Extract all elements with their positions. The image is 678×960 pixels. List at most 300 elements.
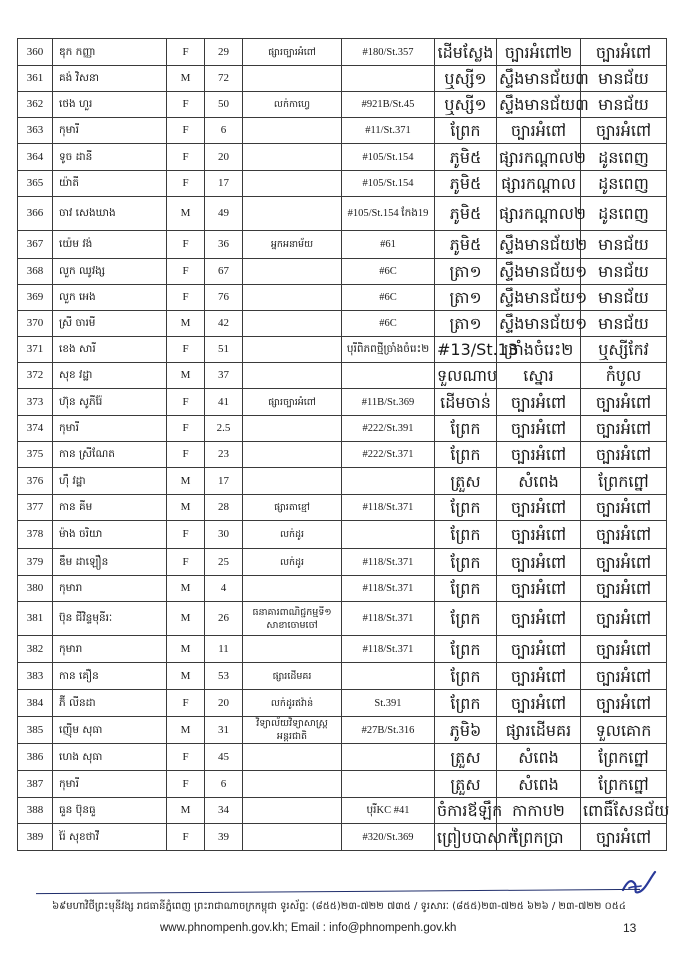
cell-sex: F <box>167 744 205 771</box>
table-row <box>18 171 667 197</box>
cell-commune: ផ្សារដើមគរ <box>497 717 581 744</box>
cell-village: ព្រែក <box>435 549 497 576</box>
cell-name: ចាវ សេងឃាង <box>53 197 167 231</box>
cell-no: 375 <box>18 442 53 468</box>
table-row <box>18 118 667 144</box>
cell-job <box>243 66 342 92</box>
cell-district: ច្បារអំពៅ <box>581 602 667 636</box>
table-row <box>18 311 667 337</box>
cell-age: 17 <box>205 468 243 495</box>
table-row <box>18 442 667 468</box>
cell-sex: F <box>167 285 205 311</box>
cell-village: ព្រែក <box>435 442 497 468</box>
cell-age: 4 <box>205 576 243 602</box>
cell-house: #105/St.154 កែង19 <box>342 197 435 231</box>
cell-no: 368 <box>18 259 53 285</box>
cell-house: #61 <box>342 231 435 259</box>
table-row <box>18 285 667 311</box>
table-row <box>18 66 667 92</box>
cell-no: 380 <box>18 576 53 602</box>
cell-house <box>342 744 435 771</box>
cell-village: ព្រែក <box>435 416 497 442</box>
cell-age: 2.5 <box>205 416 243 442</box>
cell-commune: ច្បារអំពៅ <box>497 663 581 690</box>
cell-district: មានជ័យ <box>581 231 667 259</box>
cell-sex: F <box>167 549 205 576</box>
cell-village: ព្រែក <box>435 576 497 602</box>
cell-name: កាន គឿន <box>53 663 167 690</box>
cell-name: ញ៉ើម សុធា <box>53 717 167 744</box>
cell-no: 367 <box>18 231 53 259</box>
cell-district: ដូនពេញ <box>581 171 667 197</box>
cell-district: ច្បារអំពៅ <box>581 389 667 416</box>
cell-name: ថេង ហួរ <box>53 92 167 118</box>
cell-job <box>243 744 342 771</box>
cell-job <box>243 337 342 363</box>
footer-address: ៦៩មហាវិថីព្រះមុនីវង្ស រាជធានីភ្នំពេញ ព្រះរាជាណាចក្រកម្ពុជា ទូរស័ព្ទៈ (៨៥៥)២៣-៧២២ ៧៣៥ / ទូរសារៈ (៨៥៥)២៣-៧២៥ ៦២៦ / ២៣-៧២២ ០៥៤ <box>52 901 626 912</box>
cell-name: ស្រី ចារមី <box>53 311 167 337</box>
cell-district: ច្បារអំពៅ <box>581 442 667 468</box>
cell-sex: M <box>167 197 205 231</box>
cell-district: ច្បារអំពៅ <box>581 690 667 717</box>
table-row <box>18 602 667 636</box>
cell-house: #6C <box>342 285 435 311</box>
table-row <box>18 416 667 442</box>
cell-no: 373 <box>18 389 53 416</box>
cell-job: ធនាគារពាណិជ្ជកម្មទី១ សាខាចោមចៅ <box>243 602 342 636</box>
cell-commune: ច្បារអំពៅ <box>497 576 581 602</box>
cell-village: ឬស្សី១ <box>435 92 497 118</box>
footer-rule <box>36 889 640 894</box>
cell-age: 45 <box>205 744 243 771</box>
cell-age: 50 <box>205 92 243 118</box>
cell-district: មានជ័យ <box>581 311 667 337</box>
table-row <box>18 771 667 798</box>
cell-village: ត្រា១ <box>435 259 497 285</box>
cell-no: 366 <box>18 197 53 231</box>
cell-name: យ៉េម វង់ <box>53 231 167 259</box>
cell-house: #222/St.371 <box>342 442 435 468</box>
cell-district: ដូនពេញ <box>581 197 667 231</box>
cell-commune: ស្ទឹងមានជ័យ១ <box>497 259 581 285</box>
cell-name: កុមារី <box>53 118 167 144</box>
cell-district: ច្បារអំពៅ <box>581 636 667 663</box>
cell-sex: F <box>167 171 205 197</box>
cell-village: ព្រែក <box>435 690 497 717</box>
cell-job: លក់ដូរឥវ៉ាន់ <box>243 690 342 717</box>
cell-job <box>243 824 342 851</box>
cell-commune: ច្បារអំពៅ <box>497 690 581 717</box>
cell-sex: M <box>167 363 205 389</box>
cell-house: #118/St.371 <box>342 576 435 602</box>
cell-age: 49 <box>205 197 243 231</box>
cell-name: ឌុក កញ្ញា <box>53 39 167 66</box>
cell-sex: F <box>167 442 205 468</box>
cell-sex: M <box>167 576 205 602</box>
cell-sex: M <box>167 602 205 636</box>
cell-village: ចំការឪឡឹក <box>435 798 497 824</box>
cell-commune: ច្បារអំពៅ <box>497 602 581 636</box>
cell-village: #13/St.13 <box>435 337 497 363</box>
cell-commune: ច្បារអំពៅ <box>497 636 581 663</box>
cell-age: 30 <box>205 521 243 549</box>
cell-house: #105/St.154 <box>342 171 435 197</box>
cell-commune: ស្នោរ <box>497 363 581 389</box>
cell-village: ត្រា១ <box>435 285 497 311</box>
cell-no: 363 <box>18 118 53 144</box>
cell-district: ច្បារអំពៅ <box>581 495 667 521</box>
table-row <box>18 690 667 717</box>
cell-district: ច្បារអំពៅ <box>581 521 667 549</box>
cell-house: St.391 <box>342 690 435 717</box>
cell-commune: ស្ទឹងមានជ័យ៣ <box>497 92 581 118</box>
cell-sex: M <box>167 798 205 824</box>
cell-district: ព្រែកព្នៅ <box>581 468 667 495</box>
cell-district: ច្បារអំពៅ <box>581 118 667 144</box>
table-row <box>18 495 667 521</box>
cell-commune: ផ្សារកណ្ដាល២ <box>497 197 581 231</box>
cell-house: #180/St.357 <box>342 39 435 66</box>
cell-job <box>243 285 342 311</box>
cell-house: #921B/St.45 <box>342 92 435 118</box>
cell-job <box>243 576 342 602</box>
cell-district: ឬស្សីកែវ <box>581 337 667 363</box>
cell-no: 382 <box>18 636 53 663</box>
cell-no: 385 <box>18 717 53 744</box>
cell-age: 28 <box>205 495 243 521</box>
cell-commune: ស្ទឹងមានជ័យ២ <box>497 231 581 259</box>
cell-age: 29 <box>205 39 243 66</box>
cell-house: #118/St.371 <box>342 549 435 576</box>
cell-house: បុរីKC #41 <box>342 798 435 824</box>
cell-house: #118/St.371 <box>342 636 435 663</box>
cell-age: 31 <box>205 717 243 744</box>
cell-sex: M <box>167 311 205 337</box>
cell-job: ផ្សារច្បារអំពៅ <box>243 389 342 416</box>
cell-village: ទួលណាប <box>435 363 497 389</box>
cell-commune: ច្បារអំពៅ <box>497 416 581 442</box>
cell-district: ច្បារអំពៅ <box>581 39 667 66</box>
cell-age: 42 <box>205 311 243 337</box>
cell-no: 365 <box>18 171 53 197</box>
cell-village: ភូមិ៦ <box>435 717 497 744</box>
cell-house: #222/St.391 <box>342 416 435 442</box>
cell-no: 370 <box>18 311 53 337</box>
cell-no: 369 <box>18 285 53 311</box>
cell-job <box>243 363 342 389</box>
cell-name: ហ៊ុន សូភីរ៉ែ <box>53 389 167 416</box>
cell-house: #11B/St.369 <box>342 389 435 416</box>
cell-district: ច្បារអំពៅ <box>581 824 667 851</box>
cell-no: 371 <box>18 337 53 363</box>
cell-commune: ស្ទឹងមានជ័យ១ <box>497 311 581 337</box>
cell-commune: សំពេង <box>497 771 581 798</box>
cell-name: រ៉ៃ សុខថាវី <box>53 824 167 851</box>
cell-name: កុមារា <box>53 636 167 663</box>
table-row <box>18 259 667 285</box>
cell-commune: ច្បារអំពៅ <box>497 118 581 144</box>
cell-commune: ស្ទឹងមានជ័យ១ <box>497 285 581 311</box>
cell-sex: F <box>167 231 205 259</box>
cell-village: ឬស្សី១ <box>435 66 497 92</box>
cell-village: ភូមិ៥ <box>435 197 497 231</box>
cell-no: 362 <box>18 92 53 118</box>
cell-commune: ព្រែកប្រា <box>497 824 581 851</box>
cell-house: #6C <box>342 259 435 285</box>
cell-commune: ច្បារអំពៅ២ <box>497 39 581 66</box>
table-row <box>18 798 667 824</box>
cell-name: ឌឹម ដាឡឿន <box>53 549 167 576</box>
cell-sex: F <box>167 337 205 363</box>
cell-no: 378 <box>18 521 53 549</box>
cell-sex: F <box>167 690 205 717</box>
table-row <box>18 521 667 549</box>
cell-age: 34 <box>205 798 243 824</box>
cell-no: 379 <box>18 549 53 576</box>
cell-district: ព្រែកព្នៅ <box>581 771 667 798</box>
cell-commune: កាកាប២ <box>497 798 581 824</box>
table-row <box>18 144 667 171</box>
signature-mark <box>615 868 663 900</box>
cell-age: 26 <box>205 602 243 636</box>
cell-name: ទូច ដានី <box>53 144 167 171</box>
cell-name: ប៊ុន ជីវិន្ទមុនីរៈ <box>53 602 167 636</box>
cell-no: 372 <box>18 363 53 389</box>
cell-village: ត្រួស <box>435 468 497 495</box>
cell-village: ដើមស្លែង <box>435 39 497 66</box>
cell-house <box>342 363 435 389</box>
table-row <box>18 549 667 576</box>
cell-age: 76 <box>205 285 243 311</box>
cell-name: សុខ វដ្ឋា <box>53 363 167 389</box>
cell-commune: ផ្សារកណ្ដាល២ <box>497 144 581 171</box>
cell-job <box>243 468 342 495</box>
cell-age: 53 <box>205 663 243 690</box>
cell-village: ព្រែក <box>435 521 497 549</box>
footer-contact: www.phnompenh.gov.kh; Email : info@phnompenh.gov.kh <box>160 922 457 934</box>
table-row <box>18 389 667 416</box>
cell-job <box>243 442 342 468</box>
cell-age: 67 <box>205 259 243 285</box>
table-row <box>18 337 667 363</box>
cell-village: ព្រែក <box>435 495 497 521</box>
cell-job <box>243 416 342 442</box>
table-row <box>18 39 667 66</box>
cell-no: 361 <box>18 66 53 92</box>
cell-district: ច្បារអំពៅ <box>581 549 667 576</box>
cell-job <box>243 171 342 197</box>
table-row <box>18 744 667 771</box>
cell-job: ផ្សារច្បារអំពៅ <box>243 39 342 66</box>
cell-district: មានជ័យ <box>581 92 667 118</box>
cell-house: #118/St.371 <box>342 602 435 636</box>
table-row <box>18 197 667 231</box>
cell-name: ហេង សុធា <box>53 744 167 771</box>
cell-sex: F <box>167 144 205 171</box>
cell-age: 51 <box>205 337 243 363</box>
cell-age: 6 <box>205 771 243 798</box>
cell-house: #11/St.371 <box>342 118 435 144</box>
cell-commune: ច្រាំងចំរេះ២ <box>497 337 581 363</box>
cell-district: ពោធិ៍សែនជ័យ <box>581 798 667 824</box>
cell-commune: ច្បារអំពៅ <box>497 389 581 416</box>
cell-sex: F <box>167 521 205 549</box>
cell-village: ព្រែក <box>435 663 497 690</box>
cell-job: អ្នកអនាម័យ <box>243 231 342 259</box>
cell-job <box>243 259 342 285</box>
cell-house: #6C <box>342 311 435 337</box>
cell-job <box>243 771 342 798</box>
cell-job <box>243 798 342 824</box>
cell-sex: M <box>167 717 205 744</box>
table-row <box>18 231 667 259</box>
cell-district: កំបូល <box>581 363 667 389</box>
cell-name: ម៉ាង ចរិយា <box>53 521 167 549</box>
cell-district: មានជ័យ <box>581 259 667 285</box>
table-row <box>18 363 667 389</box>
cell-age: 36 <box>205 231 243 259</box>
cell-no: 377 <box>18 495 53 521</box>
cell-no: 389 <box>18 824 53 851</box>
cell-house <box>342 468 435 495</box>
table-row <box>18 576 667 602</box>
cell-commune: សំពេង <box>497 744 581 771</box>
cell-no: 388 <box>18 798 53 824</box>
cell-age: 20 <box>205 144 243 171</box>
cell-village: ត្រួស <box>435 771 497 798</box>
cell-commune: ច្បារអំពៅ <box>497 495 581 521</box>
patient-register-table <box>17 38 670 851</box>
cell-district: ព្រែកព្នៅ <box>581 744 667 771</box>
cell-job: លក់កាហ្វេ <box>243 92 342 118</box>
cell-name: កុមារា <box>53 576 167 602</box>
table-row <box>18 92 667 118</box>
cell-no: 364 <box>18 144 53 171</box>
cell-sex: M <box>167 66 205 92</box>
cell-name: ហ៊ឹ វដ្ឋា <box>53 468 167 495</box>
cell-no: 381 <box>18 602 53 636</box>
cell-sex: F <box>167 259 205 285</box>
cell-house: #118/St.371 <box>342 495 435 521</box>
cell-village: ភូមិ៥ <box>435 144 497 171</box>
cell-district: មានជ័យ <box>581 66 667 92</box>
cell-name: លួក អេង <box>53 285 167 311</box>
cell-age: 25 <box>205 549 243 576</box>
cell-village: ត្រួស <box>435 744 497 771</box>
cell-district: ច្បារអំពៅ <box>581 416 667 442</box>
cell-name: ភ៊ី លីនដា <box>53 690 167 717</box>
cell-age: 72 <box>205 66 243 92</box>
cell-sex: F <box>167 824 205 851</box>
cell-village: ត្រា១ <box>435 311 497 337</box>
cell-commune: ច្បារអំពៅ <box>497 521 581 549</box>
table-row <box>18 468 667 495</box>
cell-district: ច្បារអំពៅ <box>581 576 667 602</box>
cell-sex: M <box>167 495 205 521</box>
cell-age: 37 <box>205 363 243 389</box>
cell-village: ព្រែក <box>435 602 497 636</box>
cell-job <box>243 144 342 171</box>
cell-name: គង់ វិសនា <box>53 66 167 92</box>
cell-job: ផ្សារតាខ្មៅ <box>243 495 342 521</box>
cell-commune: ច្បារអំពៅ <box>497 442 581 468</box>
cell-district: ច្បារអំពៅ <box>581 663 667 690</box>
cell-sex: M <box>167 663 205 690</box>
cell-age: 20 <box>205 690 243 717</box>
table-row <box>18 824 667 851</box>
cell-job <box>243 311 342 337</box>
cell-job <box>243 197 342 231</box>
cell-sex: M <box>167 636 205 663</box>
cell-age: 41 <box>205 389 243 416</box>
table-row <box>18 717 667 744</box>
cell-district: មានជ័យ <box>581 285 667 311</box>
cell-sex: F <box>167 389 205 416</box>
cell-commune: ផ្សារកណ្ដាល <box>497 171 581 197</box>
cell-name: យ៉ាតី <box>53 171 167 197</box>
cell-district: ទួលគោក <box>581 717 667 744</box>
cell-house <box>342 521 435 549</box>
cell-sex: F <box>167 39 205 66</box>
cell-sex: F <box>167 92 205 118</box>
cell-age: 23 <box>205 442 243 468</box>
cell-commune: ច្បារអំពៅ <box>497 549 581 576</box>
cell-age: 11 <box>205 636 243 663</box>
cell-name: លួក ឈូវង្ស <box>53 259 167 285</box>
page-number: 13 <box>623 921 637 935</box>
cell-no: 374 <box>18 416 53 442</box>
cell-village: ដើមចាន់ <box>435 389 497 416</box>
cell-sex: F <box>167 118 205 144</box>
cell-sex: F <box>167 771 205 798</box>
cell-village: ព្រែក <box>435 118 497 144</box>
cell-house: បុរីពិភពថ្មីច្រាំងចំរេះ២ <box>342 337 435 363</box>
cell-house: #105/St.154 <box>342 144 435 171</box>
cell-age: 17 <box>205 171 243 197</box>
table-row <box>18 636 667 663</box>
cell-job: លក់ដូរ <box>243 521 342 549</box>
cell-village: ព្រែក <box>435 636 497 663</box>
cell-no: 387 <box>18 771 53 798</box>
cell-name: ខេង សារី <box>53 337 167 363</box>
cell-no: 376 <box>18 468 53 495</box>
cell-job <box>243 118 342 144</box>
table-row <box>18 663 667 690</box>
cell-job: ផ្សារដើមគរ <box>243 663 342 690</box>
cell-village: ភូមិ៥ <box>435 231 497 259</box>
cell-name: កាន ស្រីណែត <box>53 442 167 468</box>
cell-house <box>342 771 435 798</box>
cell-no: 383 <box>18 663 53 690</box>
cell-village: ព្រៀបបាសាក់ <box>435 824 497 851</box>
cell-no: 384 <box>18 690 53 717</box>
cell-district: ដូនពេញ <box>581 144 667 171</box>
cell-commune: ស្ទឹងមានជ័យ៣ <box>497 66 581 92</box>
cell-no: 386 <box>18 744 53 771</box>
cell-name: កុមារី <box>53 771 167 798</box>
cell-no: 360 <box>18 39 53 66</box>
cell-house <box>342 66 435 92</box>
cell-job <box>243 636 342 663</box>
cell-village: ភូមិ៥ <box>435 171 497 197</box>
cell-house <box>342 663 435 690</box>
cell-sex: F <box>167 416 205 442</box>
cell-sex: M <box>167 468 205 495</box>
cell-age: 39 <box>205 824 243 851</box>
cell-job: លក់ដូរ <box>243 549 342 576</box>
cell-commune: សំពេង <box>497 468 581 495</box>
cell-job: វិទ្យាល័យវិទ្យាសាស្ត្រអន្តរជាតិ <box>243 717 342 744</box>
